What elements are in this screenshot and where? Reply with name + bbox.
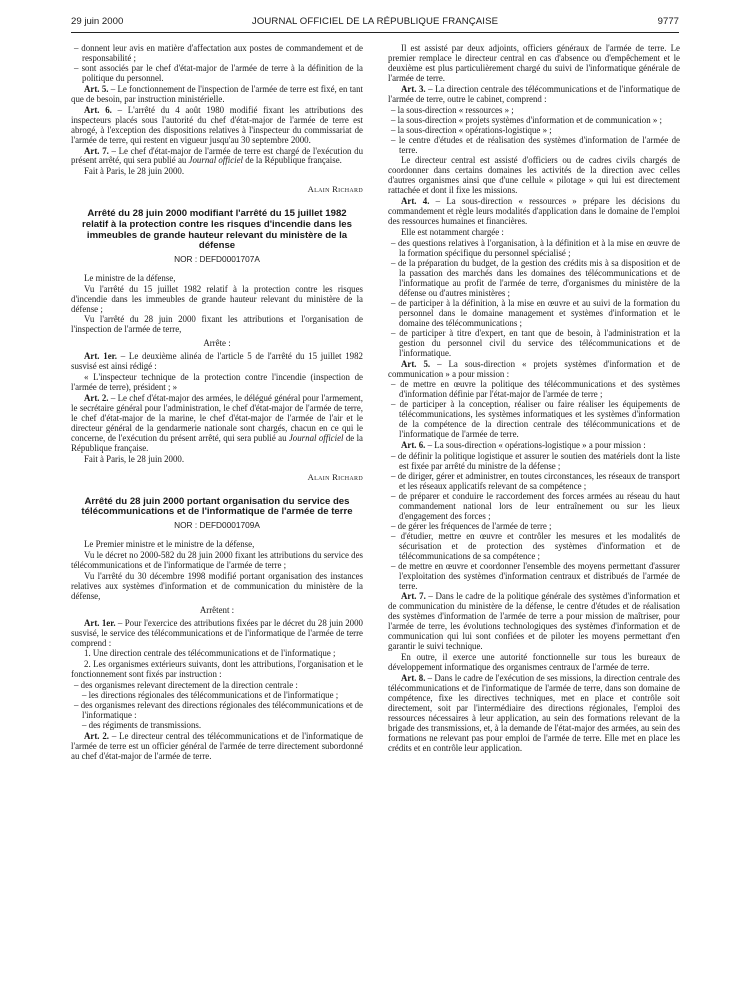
paragraph: Le directeur central est assisté d'officiers ou de cadres civils chargés de coordonner dans certains domaines les activités de la direction avec celles d'autres organismes ainsi que d'une cellule « pilotage » qui lui est directement rattachée et dont il fixe les missions. [388,155,680,196]
fait-line: Fait à Paris, le 28 juin 2000. [84,166,185,177]
article-paragraph [388,674,680,754]
paragraph: Vu le décret no 2000-582 du 28 juin 2000 fixant les attributions du service des télécommunications et de l'informatique de l'armée de terre ; [71,549,363,570]
list-item: – de diriger, gérer et administrer, en toutes circonstances, les réseaux de transport et les réseaux applicatifs relevant de sa compétence ; [388,472,680,492]
paragraph: Le ministre de la défense, [84,272,176,283]
journal-title: JOURNAL OFFICIEL DE LA RÉPUBLIQUE FRANÇAISE [251,16,499,27]
left-column [71,44,363,763]
article-text: – Dans le cadre de l'exécution de ses missions, la direction centrale des télécommunications et de l'informatique de l'armée de terre, dans son domaine de compétence, fixe les directives techniques, met en place et contrôle soit directement, soit par l'intermédiaire des directions régionales, l'emploi des ressources nécessaires à leur application, au sein des formations relevant de la brigade des transmissions, et, à la demande de l'état-major des armées, au sein des formations ne relevant pas pour emploi de l'armée de terre. Elle met en place les crédits et en contrôle leur application. [388,673,681,753]
right-column [388,44,680,755]
page-number: 9777 [657,16,679,27]
list-item: – les directions régionales des télécommunications et de l'informatique ; [71,691,363,701]
article-paragraph [71,106,363,146]
paragraph: Elle est notamment chargée : [401,227,504,238]
article-label: Art. 7. [401,591,426,602]
arrete-heading: Arrêtent : [199,604,235,615]
article-paragraph [71,352,363,372]
article-label: Art. 7. [84,145,109,156]
paragraph: Le Premier ministre et le ministre de la défense, [84,538,255,549]
article-paragraph [71,619,363,649]
paragraph: Vu l'arrêté du 15 juillet 1982 relatif à la protection contre les risques d'incendie dans les immeubles de grande hauteur relevant du ministère de la défense ; [71,283,363,314]
article-text: – La sous-direction « projets systèmes d'information et de communication » a pour mission : [388,358,680,379]
list-item: – donnent leur avis en matière d'affectation aux postes de commandement et de responsabilité ; [71,44,363,64]
article-text: – Le deuxième alinéa de l'article 5 de l'arrêté du 15 juillet 1982 susvisé est ainsi rédigé : [71,351,363,372]
article-label: Art. 6. [401,440,426,451]
journal-reference: Journal officiel [188,155,244,166]
list-item: – d'étudier, mettre en œuvre et contrôler les mesures et les modalités de sécurisation et de protection des systèmes d'information et de télécommunications de sa compétence ; [388,532,680,562]
organisms-list [71,681,363,731]
article-paragraph [71,147,363,167]
list-item: – le centre d'études et de réalisation des systèmes d'information de l'armée de terre. [388,136,680,156]
list-item: – de mettre en œuvre la politique des télécommunications et des systèmes d'information définie par l'état-major de l'armée de terre ; [388,380,680,400]
list-item: – des questions relatives à l'organisation, à la définition et à la mise en œuvre de la formation spécifique du personnel spécialisé ; [388,239,680,259]
list-item: – des organismes relevant directement de la direction centrale : [71,681,363,691]
list-item: – de participer à titre d'expert, en tant que de besoin, à l'administration et la gestion du personnel civil du service des télécommunications et de l'informatique. [388,329,680,359]
arrete-heading: Arrête : [203,338,231,349]
list-item: – de la préparation du budget, de la gestion des crédits mis à sa disposition et de la passation des marchés dans les domaines des télécommunications et de l'informatique au profit de l'armée de terre, d'organismes du ministère de la défense ou d'autres ministères ; [388,259,680,299]
article-text: – Dans le cadre de la politique générale des systèmes d'information et de communication du ministère de la défense, le centre d'études et de réalisation des systèmes d'information de l'armée de terre a pour mission de maîtriser, pour l'armée de terre, les évolutions technologiques des systèmes d'information et de communication qui lui sont confiées et de piloter les moyens permettant d'en garantir le suivi technique. [388,591,680,652]
numbered-item: 2. Les organismes extérieurs suivants, dont les attributions, l'organisation et le fonctionnement sont fixés par instruction : [71,659,363,680]
article-text: – L'arrêté du 4 août 1980 modifié fixant les attributions des inspecteurs placés sous l'autorité du chef d'état-major de l'armée de terre est abrogé, à l'exception des dispositions relatives à l'inspecteur du commissariat de l'armée de terre, qui restent en vigueur jusqu'au 30 septembre 2000. [71,104,363,145]
article-label: Art. 8. [401,673,426,684]
article-label: Art. 2. [84,393,109,404]
article-paragraph [388,197,680,227]
article-label: Art. 1er. [84,617,116,628]
intro-list [71,44,363,84]
article-paragraph [71,732,363,762]
projets-duties-list [388,380,680,440]
list-item: – de participer à la conception, réaliser ou faire réaliser les équipements de télécommunications, les systèmes informatiques et les systèmes d'information de la compétence de la direction centrale des télécommunications et de l'informatique de l'armée de terre. [388,400,680,440]
article-text: de la République française. [71,432,363,453]
list-item: – sont associés par le chef d'état-major de l'armée de terre à la définition de la politique du personnel. [71,64,363,84]
article-paragraph [388,85,680,105]
ressources-duties-list [388,239,680,358]
operations-duties-list [388,452,680,591]
article-paragraph [388,441,680,451]
article-paragraph [388,592,680,652]
journal-reference: Journal officiel [288,432,344,443]
list-item: – de définir la politique logistique et assurer le soutien des matériels dont la liste est fixée par arrêté du ministre de la défense ; [388,452,680,472]
article-paragraph [71,394,363,454]
article-text: – La direction centrale des télécommunications et de l'informatique de l'armée de terre, outre le cabinet, comprend : [388,83,680,104]
article-label: Art. 3. [401,83,426,94]
article-label: Art. 1er. [84,351,117,362]
list-item: – de participer à la définition, à la mise en œuvre et au suivi de la formation du personnel dans le domaine management et systèmes d'information et le domaine des télécommunications ; [388,299,680,329]
article-text: – Le fonctionnement de l'inspection de l'armée de terre est fixé, en tant que de besoin, par instruction ministérielle. [71,83,363,104]
list-item: – la sous-direction « opérations-logistique » ; [388,126,680,136]
article-text: – Le chef d'état-major de l'armée de terre est chargé de l'exécution du présent arrêté, qui sera publié au [71,145,364,166]
article-text: – La sous-direction « opérations-logistique » a pour mission : [425,440,646,451]
list-item: – des régiments de transmissions. [71,721,363,731]
list-item: – la sous-direction « ressources » ; [388,106,680,116]
paragraph: Vu l'arrêté du 30 décembre 1998 modifié portant organisation des instances relatives aux systèmes d'information et de communication du ministère de la défense, [71,570,363,601]
arrete-title: Arrêté du 28 juin 2000 portant organisation du service des télécommunications et de l'informatique de l'armée de terre [81,495,353,518]
paragraph: Il est assisté par deux adjoints, officiers généraux de l'armée de terre. Le premier remplace le directeur central en cas d'absence ou d'empêchement et le deuxième est plus particulièrement chargé du suivi de l'informatique générale de l'armée de terre. [388,43,680,83]
list-item: – la sous-direction « projets systèmes d'information et de communication » ; [388,116,680,126]
article-label: Art. 2. [84,731,109,742]
fait-line: Fait à Paris, le 28 juin 2000. [84,453,185,464]
header-date: 29 juin 2000 [71,16,124,27]
list-item: – de préparer et conduire le raccordement des forces armées au réseau du haut commandement national lors de leur entraînement ou sur les lieux d'engagement des forces ; [388,492,680,522]
quoted-text: « L'inspecteur technique de la protection contre l'incendie (inspection de l'armée de terre), président ; » [71,372,363,393]
list-item: – de gérer les fréquences de l'armée de terre ; [388,522,680,532]
list-item: – de mettre en œuvre et coordonner l'ensemble des moyens permettant d'assurer l'exploitation des systèmes d'information centraux et distribués de l'armée de terre. [388,562,680,592]
article-text: – Le chef d'état-major des armées, le délégué général pour l'armement, le secrétaire général pour l'administration, le chef d'état-major de l'armée de terre, le chef d'état-major de la marine, le chef d'état-major de l'armée de l'air et le directeur général de la gendarmerie nationale sont chargés, chacun en ce qui le concerne, de l'exécution du présent arrêté, qui sera publié au [71,393,363,443]
article-label: Art. 4. [401,196,430,207]
article-label: Art. 5. [84,83,109,94]
list-item: – des organismes relevant des directions régionales des télécommunications et de l'informatique : [71,701,363,721]
article-text: – Pour l'exercice des attributions fixées par le décret du 28 juin 2000 susvisé, le service des télécommunications et de l'informatique de l'armée de terre comprend : [71,617,363,648]
article-label: Art. 5. [401,358,431,369]
header-rule [71,32,679,33]
numbered-item: 1. Une direction centrale des télécommunications et de l'informatique ; [84,648,336,659]
article-text: de la République française. [243,155,342,166]
subdirections-list [388,106,680,156]
article-text: – La sous-direction « ressources » prépare les décisions du commandement et règle leurs modalités d'application dans le domaine de l'emploi des ressources humaines et financières. [388,196,680,227]
article-paragraph [71,85,363,105]
article-paragraph [388,360,680,380]
nor-reference: NOR : DEFD0001709A [174,519,260,530]
signature: Alain Richard [307,184,363,195]
article-text: – Le directeur central des télécommunications et de l'informatique de l'armée de terre est un officier général de l'armée de terre directement subordonné au chef d'état-major de l'armée de terre. [71,731,363,761]
nor-reference: NOR : DEFD0001707A [174,253,260,264]
article-label: Art. 6. [84,104,112,115]
paragraph: En outre, il exerce une autorité fonctionnelle sur tous les bureaux de développement informatique des organismes centraux de l'armée de terre. [388,652,680,673]
signature: Alain Richard [307,471,363,482]
paragraph: Vu l'arrêté du 28 juin 2000 fixant les attributions et l'organisation de l'inspection de l'armée de terre, [71,314,363,335]
arrete-title: Arrêté du 28 juin 2000 modifiant l'arrêté du 15 juillet 1982 relatif à la protection contre les risques d'incendie dans les immeubles de grande hauteur relevant du ministère de la défense [82,208,352,252]
